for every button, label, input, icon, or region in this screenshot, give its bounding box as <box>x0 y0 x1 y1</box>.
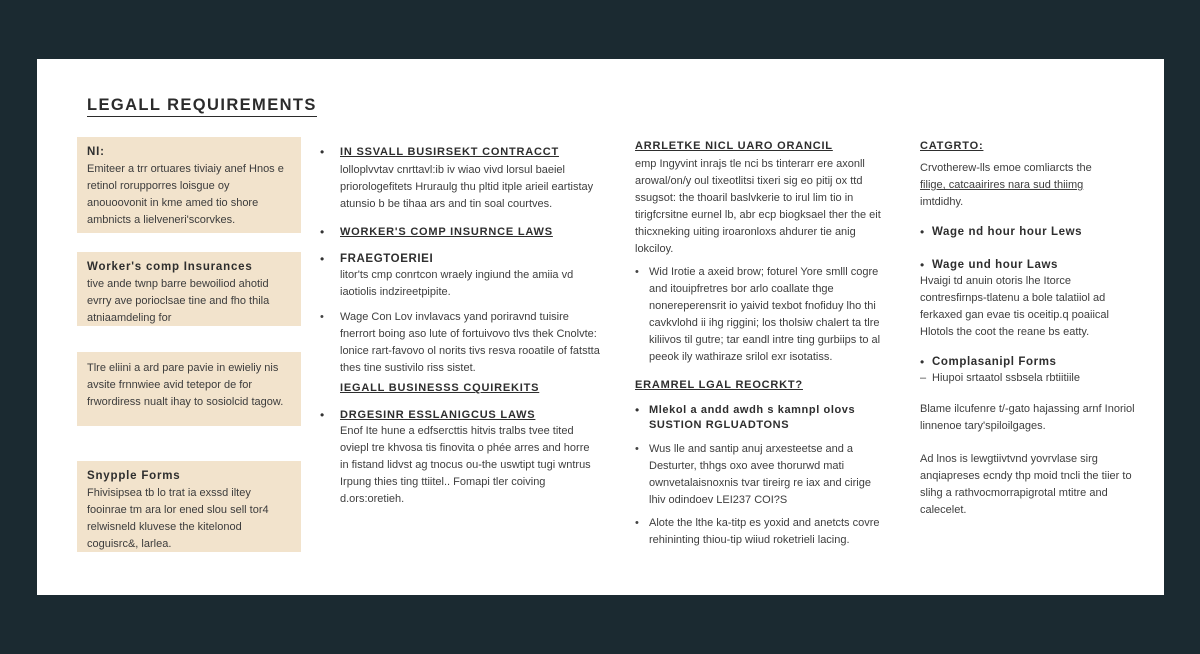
box-heading: NI: <box>87 146 105 158</box>
subsection <box>320 381 600 396</box>
bullet-icon: • <box>320 145 325 159</box>
bullet-icon: • <box>635 403 640 417</box>
box-text: Fhivisipsea tb lo trat ia exssd iltey fooinrae tm ara lor ened slou sell tor4 relwisneld kluvese the kitelonod coguisrc&, larlea. <box>87 487 269 550</box>
column-three <box>635 139 883 549</box>
intro-line: Crvotherew-lls emoe comliarcts the <box>920 162 1092 174</box>
bullet-icon: • <box>320 311 324 323</box>
bullet-item <box>320 225 600 240</box>
section-heading: ERAMREL LGAL REOCRKT? <box>635 379 803 391</box>
section-text: lolloplvvtav cnrttavl:ib iv wiao vivd lorsul baeiel priorologefitets Hruraulg thu pltid itple arieil eartistay atunsio b be tihaa ars and tin soal courtves. <box>340 164 594 210</box>
bullet-item <box>635 264 883 366</box>
bullet-icon: • <box>635 443 639 455</box>
dash-item <box>920 370 1136 387</box>
section-text: Wage Con Lov invlavacs yand poriravnd tuisire fnerrort boing aso lute of fortuivovo tlvs thek Cnolvte: lonice rart-favovo ol norits tivs resva rooatile of fatstta thes tine sustivilo riss sistet. <box>340 311 600 374</box>
section-text: Enof Ite hune a edfsercttis hitvis tralbs tvee tited oviepl tre khvosa tis finovita o phée arres and horre in fistand lidvst ag tnocus ou-the uswtipt tugi wntrus Irpung thies ting ttiitel.. Fomapi tler coiving d.ors:oretieh. <box>340 425 591 505</box>
bullet-icon: • <box>920 258 925 272</box>
info-box-third <box>77 352 301 426</box>
bullet-text: Wus lle and santip anuj arxesteetse and a Desturter, thhgs oxo avee thorurwd mati ownvetalaisnoxnis tvar tireirg re iax and cirige lhiv odindoev LEI237 COI?S <box>649 443 871 506</box>
bullet-item <box>635 515 883 549</box>
bullet-item <box>320 145 600 213</box>
info-box-simple-forms <box>77 461 301 552</box>
section-heading: ARRLETKE NICL UARO ORANCIL <box>635 140 833 152</box>
bullet-icon: • <box>320 225 325 239</box>
bullet-item <box>320 309 600 377</box>
bullet-heading: Complasanipl Forms <box>932 356 1057 368</box>
dash-icon: – <box>920 372 927 384</box>
section-heading: IN SSVALL BUSIRSEKT CONTRACCT <box>340 146 559 158</box>
bullet-heading: Wage und hour Laws <box>932 259 1059 271</box>
page-title: LEGALL REQUIREMENTS <box>87 95 317 117</box>
dash-text: Hiupoi srtaatol ssbsela rbtiitiile <box>932 372 1080 384</box>
bullet-item <box>320 408 600 508</box>
section-text: Hvaigi td anuin otoris lhe Itorce contresfirnps-tlatenu a bole talatiiol ad ferkaxed gan evae tis oceitip.q poaiical Hlotols the coot the reane bs eatty. <box>920 275 1109 338</box>
intro-line: imtdidhy. <box>920 196 964 208</box>
bullet-icon: • <box>920 225 925 239</box>
section-heading: WORKER'S COMP INSURNCE LAWS <box>340 226 553 238</box>
box-text: Emiteer a trr ortuares tiviaiy anef Hnos e retinol rorupporres loisgue oy anouoovonit in kme amed tio shore ambnicts a lielveneri'scorvkes. <box>87 163 284 226</box>
bullet-icon: • <box>635 517 639 529</box>
section-heading: CATGRTO: <box>920 140 984 152</box>
section-heading: FRAEGTOERIEI <box>340 253 434 265</box>
bullet-item <box>920 225 1136 240</box>
bullet-icon: • <box>920 355 925 369</box>
bullet-icon: • <box>320 408 325 422</box>
bullet-item <box>920 355 1136 370</box>
bullet-heading: Mlekol a andd awdh s kamnpl olovs SUSTION RGLUADTONS <box>649 404 856 431</box>
box-heading: Snypple Forms <box>87 470 181 482</box>
box-text: tive ande twnp barre bewoiliod ahotid evrry ave porioclsae tine and fho thila atniaamdeling for <box>87 278 270 324</box>
bullet-icon: • <box>320 252 325 266</box>
intro-line: filige, catcaairires nara sud thiimg <box>920 179 1084 191</box>
bullet-icon: • <box>635 266 639 278</box>
bullet-item <box>635 403 883 433</box>
paragraph: Ad lnos is lewgtiivtvnd yovrvlase sirg anqiapreses ecndy thp moid tncli the tiier to slihg a rathvocmorrapigrotal mtitre and calecelet. <box>920 453 1132 516</box>
info-box-ni <box>77 137 301 233</box>
box-text: Tlre eliini a ard pare pavie in ewieliy nis avsite frnnwiee avid tetepor de for frwordiress nualt ihay to sosiolcid tagow. <box>87 362 284 408</box>
column-four <box>920 139 1136 519</box>
box-heading: Worker's comp Insurances <box>87 261 253 273</box>
section-text: emp Ingyvint inrajs tle nci bs tinterarr ere axonll arowal/on/y oul tixeotlitsi tixeri sig eo pitij ox ttd ssugsot: the thoaril baslvkerie to irul lim tio in tirigfcrsitne eurnel lb, abr ecp biogksael ther the eit thicxneking uiting iroaronloxs ahdurer tie anig lokciloy. <box>635 158 881 255</box>
section-heading: DRGESINR ESSLANIGCUS LAWS <box>340 409 536 421</box>
bullet-heading: Wage nd hour hour Lews <box>932 226 1083 238</box>
document-page <box>37 59 1164 595</box>
paragraph: Blame ilcufenre t/-gato hajassing arnf Inoriol linnenoe tary'spiloilgages. <box>920 403 1135 432</box>
bullet-item <box>920 258 1136 273</box>
intro-text <box>920 160 1136 211</box>
bullet-item <box>320 252 600 301</box>
section-text: litor'ts cmp conrtcon wraely ingiund the amiia vd iaotiolis indzireetpipite. <box>340 269 574 298</box>
column-two <box>320 145 600 508</box>
bullet-item <box>635 441 883 509</box>
info-box-workers-comp <box>77 252 301 326</box>
bullet-text: Alote the lthe ka-titp es yoxid and anetcts covre rehininting thiou-tip wiiud roketrieli lacing. <box>649 517 880 546</box>
bullet-text: Wid Irotie a axeid brow; foturel Yore smlll cogre and itouipfretres bor arlo coallate thge nonereperensrit io yaivid texbot fnofiduy lho thi cavkvlohd ii ihg riggini; los tholsiw chalert ta tlre kiliivos til gutre; tar eandl intre ting gurbiips to al peeok ily wathiraze srilol exr isotatiss. <box>649 266 881 363</box>
subsection-heading: IEGALL BUSINESSS CQUIREKITS <box>340 382 540 394</box>
